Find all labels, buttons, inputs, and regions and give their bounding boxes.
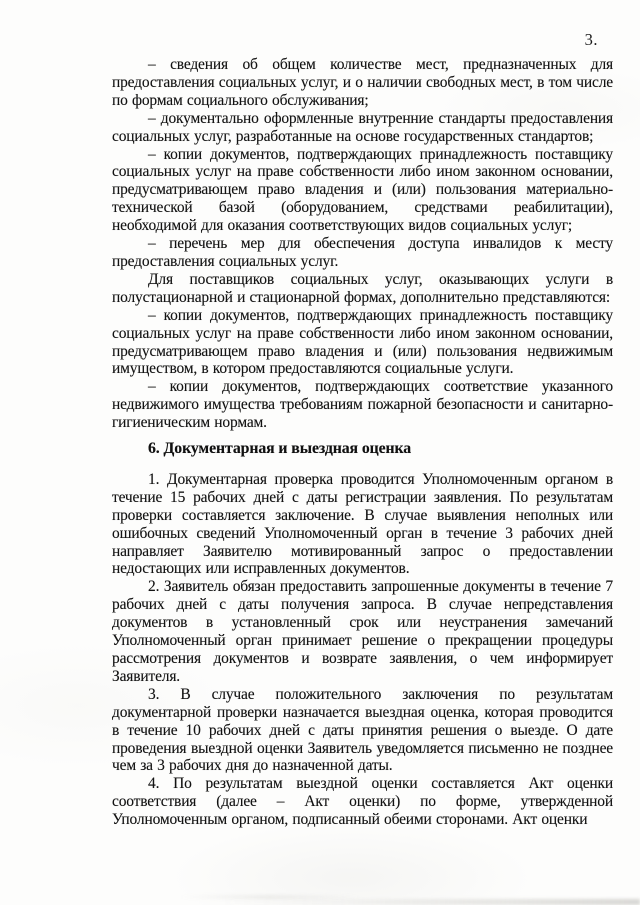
paragraph: 4. По результатам выездной оценки составляется Акт оценки соответствия (далее – Акт оценки) по форме, утвержденной Уполномоченным органом, подписанный обеими сторонами. Акт оценки xyxy=(112,775,613,829)
paragraph: – копии документов, подтверждающих принадлежность поставщику социальных услуг на праве собственности либо ином законном основании, предусматривающем право владения и (или) пользования недвижимым имуществом, в котором предоставляются социальные услуги. xyxy=(112,306,613,378)
section-heading: 6. Документарная и выездная оценка xyxy=(148,440,412,458)
paragraph: – сведения об общем количестве мест, предназначенных для предоставления социальных услуг, и о наличии свободных мест, в том числе по формам социального обслуживания; xyxy=(112,56,613,109)
paragraph: – документально оформленные внутренние стандарты предоставления социальных услуг, разработанные на основе государственных стандартов; xyxy=(112,109,613,145)
scan-shadow-artifact xyxy=(220,899,640,905)
page-body xyxy=(112,56,613,829)
paragraph: 2. Заявитель обязан предоставить запрошенные документы в течение 7 рабочих дней с даты получения запроса. В случае непредставления документов в установленный срок или неустранения замечаний Уполномоченный орган принимает решение о прекращении процедуры рассмотрения документов и возврате заявления, о чем информирует Заявителя. xyxy=(112,578,613,685)
paragraph: Для поставщиков социальных услуг, оказывающих услуги в полустационарной и стационарной формах, дополнительно представляются: xyxy=(112,270,613,306)
paragraph: – перечень мер для обеспечения доступа инвалидов к месту предоставления социальных услуг. xyxy=(112,235,613,270)
paragraph: 3. В случае положительного заключения по результатам документарной проверки назначается выездная оценка, которая проводится в течение 10 рабочих дней с даты принятия решения о выезде. О дате проведения выездной оценки Заявитель уведомляется письменно не позднее чем за 3 рабочих дня до назначенной даты. xyxy=(112,685,613,775)
paragraph: – копии документов, подтверждающих принадлежность поставщику социальных услуг на праве собственности либо ином законном основании, предусматривающем право владения и (или) пользования материально-технической базой (оборудованием, средствами реабилитации), необходимой для оказания соответствующих видов социальных услуг; xyxy=(112,145,613,235)
page-number: 3. xyxy=(584,30,598,49)
paragraph: – копии документов, подтверждающих соответствие указанного недвижимого имущества требованиям пожарной безопасности и санитарно-гигиеническим нормам. xyxy=(112,378,613,432)
paragraph: 1. Документарная проверка проводится Уполномоченным органом в течение 15 рабочих дней с даты регистрации заявления. По результатам проверки составляется заключение. В случае выявления неполных или ошибочных сведений Уполномоченный орган в течение 3 рабочих дней направляет Заявителю мотивированный запрос о предоставлении недостающих или исправленных документов. xyxy=(112,470,613,578)
